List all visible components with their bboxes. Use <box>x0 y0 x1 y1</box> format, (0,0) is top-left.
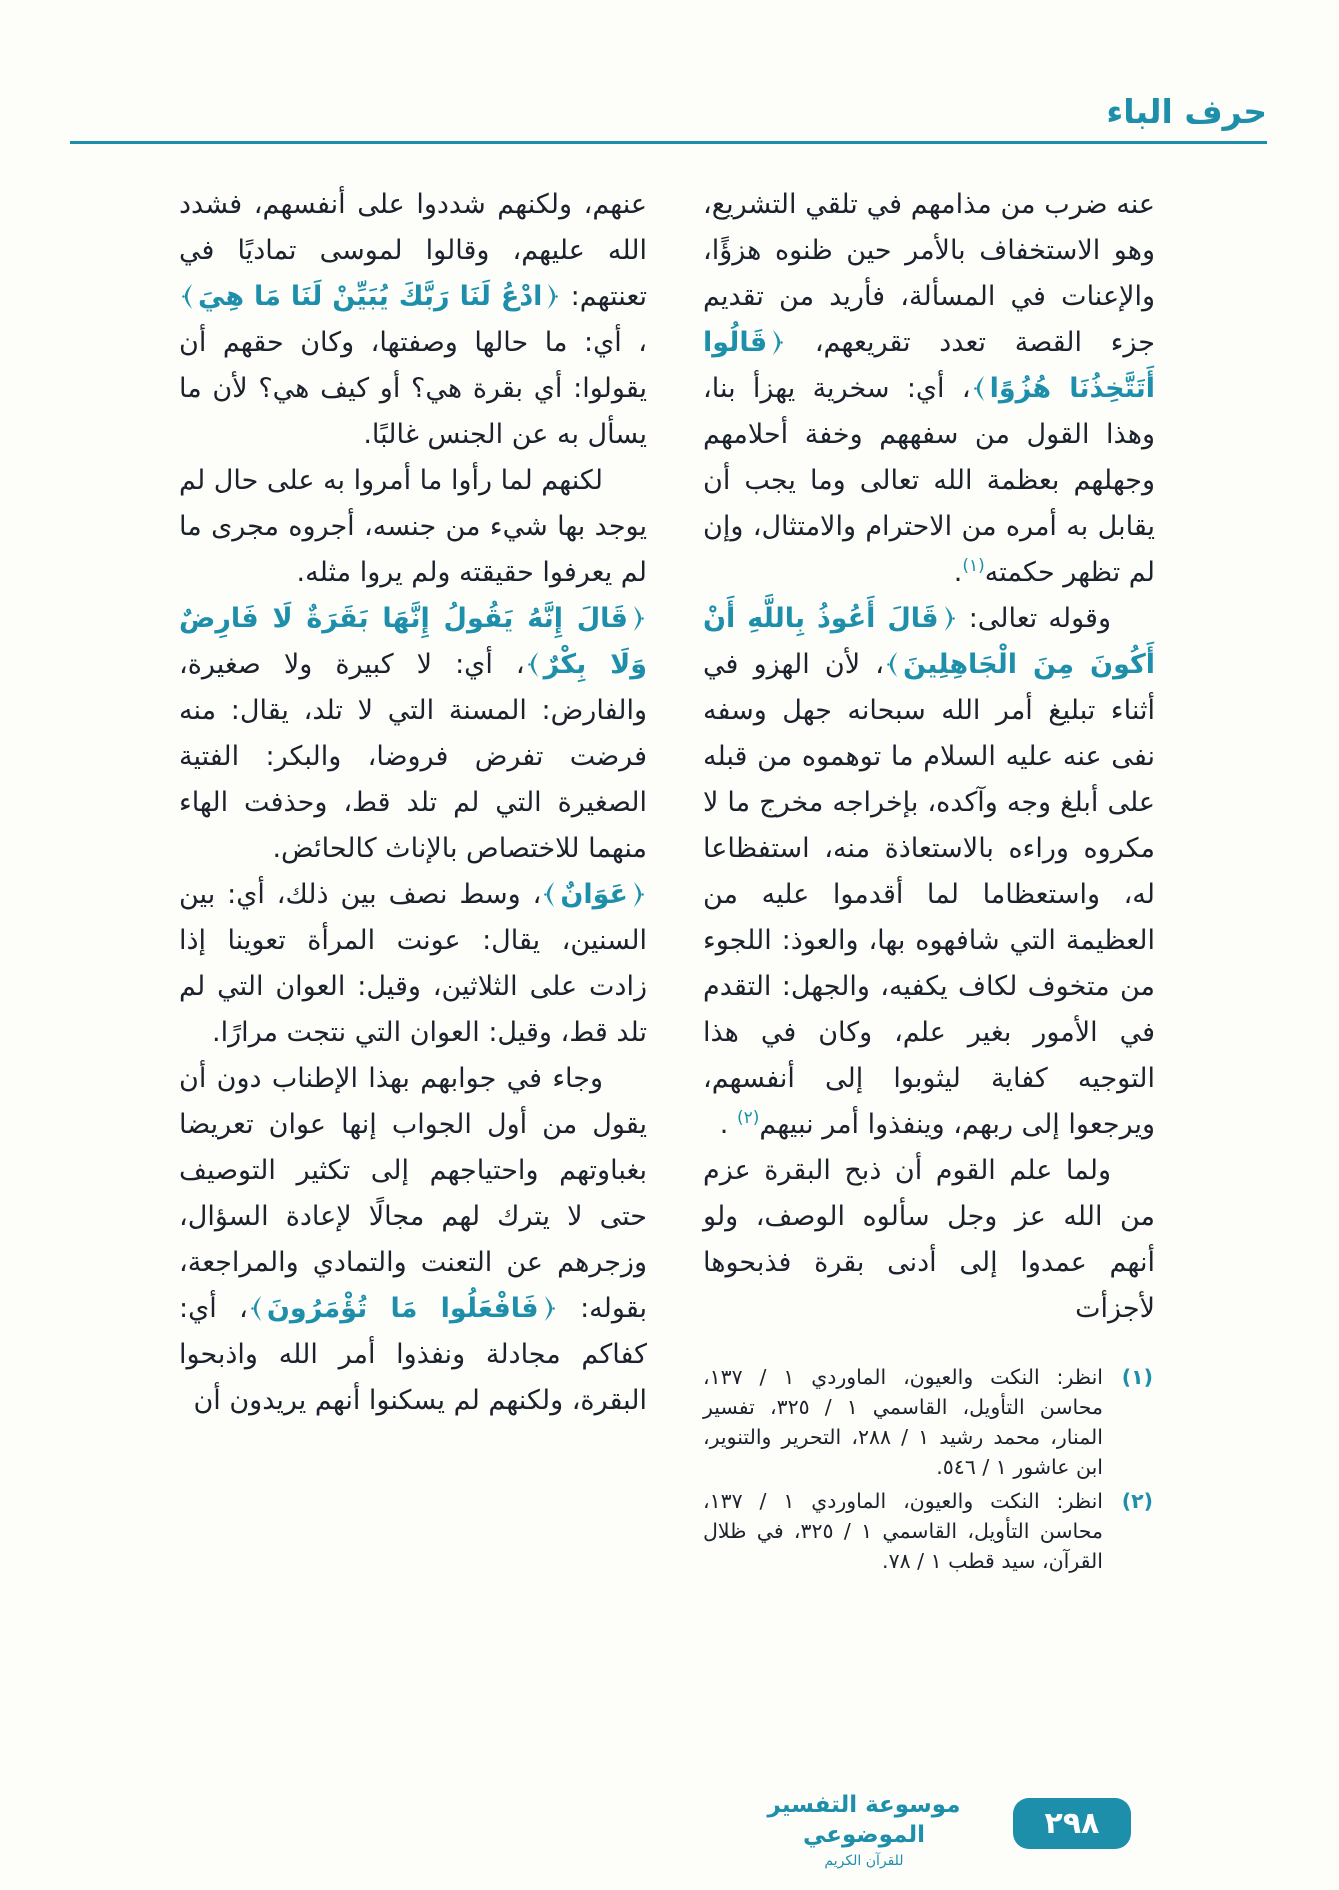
quran-closing-bracket-icon <box>248 1293 267 1324</box>
quran-text: فَافْعَلُوا مَا تُؤْمَرُونَ <box>266 1293 539 1324</box>
quran-text: قَالَ إِنَّهُ يَقُولُ إِنَّهَا بَقَرَةٌ لَا فَارِضٌ وَلَا بِكْرٌ <box>179 603 647 680</box>
column-left-paragraphs <box>179 182 647 1424</box>
body-text: ولما علم القوم أن ذبح البقرة عزم من الله عز وجل سألوه الوصف، ولو أنهم عمدوا إلى أدنى بقرة فذبحوها لأجزأت <box>703 1155 1155 1324</box>
body-text: ، لأن الهزو في أثناء تبليغ أمر الله سبحانه جهل وسفه نفى عنه عليه السلام ما توهموه من قبله على أبلغ وجه وآكده، بإخراجه مخرج ما لا مكروه وراءه بالاستعاذة منه، استفظاعا له، واستعظاما لما أقدموا عليه من العظيمة التي شافهوه بها، والعوذ: اللجوء من متخوف لكاف يكفيه، والجهل: التقدم في الأمور بغير علم، وكان في هذا التوجيه كفاية ليثوبوا إلى أنفسهم، ويرجعوا إلى ربهم، وينفذوا أمر نبيهم <box>703 649 1155 1140</box>
quran-text: قَالُوا أَتَتَّخِذُنَا هُزُوًا <box>703 327 1156 404</box>
footnote-text: انظر: النكت والعيون، الماوردي ١ / ١٣٧، محاسن التأويل، القاسمي ١ / ٣٢٥، في ظلال القرآن، سيد قطب ١ / ٧٨. <box>703 1489 1103 1573</box>
quran-opening-bracket-icon <box>628 879 647 910</box>
page-number-badge <box>1013 1798 1131 1849</box>
emblem-subtitle: للقرآن الكريم <box>824 1853 904 1869</box>
quran-quote <box>248 1293 558 1324</box>
body-text: وقوله تعالى: <box>957 603 1111 634</box>
body-text: وجاء في جوابهم بهذا الإطناب دون أن يقول من أول الجواب إنها عوان تعريضا بغباوتهم واحتياجهم إلى تكثير التوصيف حتى لا يترك لهم مجالًا لإعادة السؤال، وزجرهم عن التعنت والتمادي والمراجعة، بقوله: <box>179 1063 647 1324</box>
paragraph <box>703 1148 1155 1332</box>
footnote-ref: (٢) <box>736 1108 760 1128</box>
quran-closing-bracket-icon <box>971 373 990 404</box>
body-text: ، وسط نصف بين ذلك، أي: بين السنين، يقال: عونت المرأة تعوينا إذا زادت على الثلاثين، وقيل: العوان التي لم تلد قط، وقيل: العوان التي نتجت مرارًا. <box>179 879 647 1048</box>
quran-opening-bracket-icon <box>939 603 958 634</box>
body-text: عنه ضرب من مذامهم في تلقي التشريع، وهو الاستخفاف بالأمر حين ظنوه هزؤًا، والإعنات في المسألة، فأريد من تقديم جزء القصة تعدد تقريعهم، <box>703 189 1155 358</box>
paragraph <box>703 596 1155 1148</box>
quran-opening-bracket-icon <box>542 281 561 312</box>
quran-quote <box>541 879 647 910</box>
column-right-paragraphs <box>703 182 1155 1332</box>
footnote-text: انظر: النكت والعيون، الماوردي ١ / ١٣٧، محاسن التأويل، القاسمي ١ / ٣٢٥، تفسير المنار، محمد رشيد ١ / ٢٨٨، التحرير والتنوير، ابن عاشور ١ / ٥٤٦. <box>703 1365 1103 1479</box>
emblem-title: موسوعة التفسير الموضوعي <box>767 1792 961 1848</box>
footnote-item <box>703 1362 1155 1482</box>
body-text: ، أي: ما حالها وصفتها، وكان حقهم أن يقولوا: أي بقرة هي؟ أو كيف هي؟ لأن ما يسأل به عن الجنس غالبًا. <box>179 327 647 450</box>
footnote-marker: (٢) <box>1121 1489 1153 1513</box>
quran-closing-bracket-icon <box>541 879 560 910</box>
page-number: ٢٩٨ <box>1044 1806 1100 1841</box>
quran-closing-bracket-icon <box>884 649 903 680</box>
column-left <box>179 182 647 1424</box>
footnote-item <box>703 1486 1155 1576</box>
body-text: . <box>953 557 963 588</box>
quran-text: قَالَ أَعُوذُ بِاللَّهِ أَنْ أَكُونَ مِنَ الْجَاهِلِينَ <box>703 603 1155 680</box>
paragraph <box>179 458 647 596</box>
body-text: عنهم، ولكنهم شددوا على أنفسهم، فشدد الله عليهم، وقالوا لموسى تماديًا في تعنتهم: <box>179 189 647 312</box>
publisher-emblem <box>739 1790 989 1870</box>
chapter-title: حرف الباء <box>1106 92 1267 131</box>
paragraph <box>179 182 647 458</box>
footnote-ref: (١) <box>962 556 985 576</box>
column-right <box>703 182 1155 1580</box>
paragraph <box>703 182 1155 596</box>
paragraph <box>179 872 647 1056</box>
quran-opening-bracket-icon <box>539 1293 558 1324</box>
quran-closing-bracket-icon <box>179 281 198 312</box>
quran-text: عَوَانٌ <box>560 879 628 910</box>
quran-opening-bracket-icon <box>767 327 786 358</box>
body-text: لكنهم لما رأوا ما أمروا به على حال لم يوجد بها شيء من جنسه، أجروه مجرى ما لم يعرفوا حقيقته ولم يروا مثله. <box>179 465 647 588</box>
body-text: ، أي: كفاكم مجادلة ونفذوا أمر الله واذبحوا البقرة، ولكنهم لم يسكنوا أنهم يريدون أن <box>179 1293 647 1416</box>
quran-text: ادْعُ لَنَا رَبَّكَ يُبَيِّنْ لَنَا مَا هِيَ <box>198 281 543 312</box>
page-header <box>70 92 1267 144</box>
body-text: . <box>719 1109 737 1140</box>
footnotes-section <box>703 1362 1155 1576</box>
paragraph <box>179 596 647 872</box>
footnote-marker: (١) <box>1121 1365 1153 1389</box>
quran-opening-bracket-icon <box>628 603 647 634</box>
quran-quote <box>179 281 561 312</box>
quran-closing-bracket-icon <box>525 649 544 680</box>
paragraph <box>179 1056 647 1424</box>
body-text: ، أي: سخرية يهزأ بنا، وهذا القول من سفههم وخفة أحلامهم وجهلهم بعظمة الله تعالى وما يجب أن يقابل به أمره من الاحترام والامتثال، وإن لم تظهر حكمته <box>703 373 1155 588</box>
body-text: ، أي: لا كبيرة ولا صغيرة، والفارض: المسنة التي لا تلد، يقال: منه فرضت تفرض فروضا، والبكر: الفتية الصغيرة التي لم تلد قط، وحذفت الهاء منهما للاختصاص بالإناث كالحائض. <box>179 649 647 864</box>
main-text-area <box>179 182 1155 1580</box>
